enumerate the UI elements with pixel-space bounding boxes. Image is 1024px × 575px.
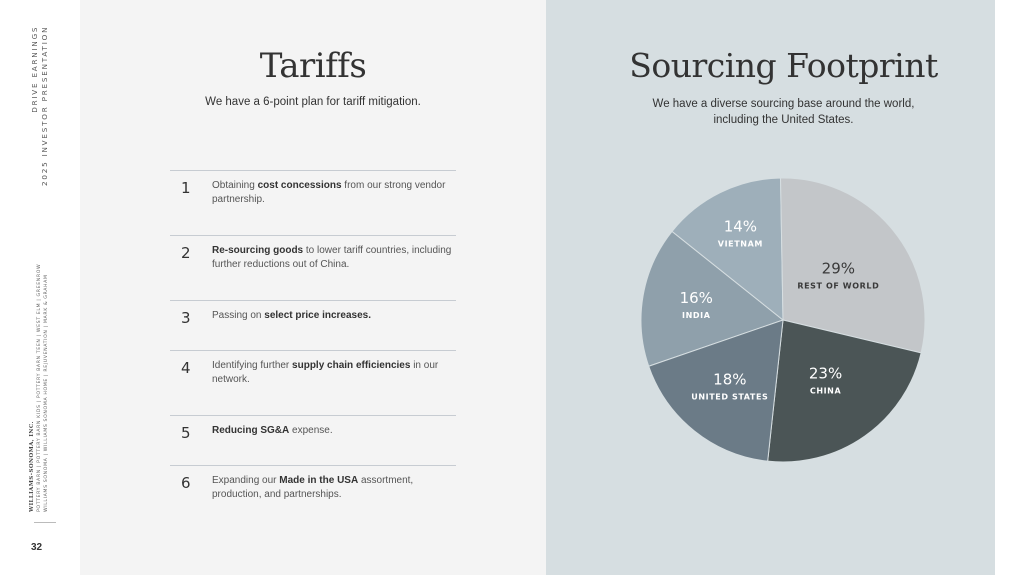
sourcing-panel xyxy=(546,0,995,575)
plan-item-text-bold: Re-sourcing goods xyxy=(212,245,304,256)
plan-item-text xyxy=(212,359,452,387)
company-name: WILLIAMS-SONOMA, INC. xyxy=(29,421,35,512)
plan-item-text xyxy=(212,474,452,502)
pie-category-label: REST OF WORLD xyxy=(797,281,880,291)
plan-item-number: 1 xyxy=(181,179,191,197)
plan-item-text-bold: supply chain efficiencies xyxy=(292,360,411,371)
pie-value-label: 16% xyxy=(679,289,713,308)
plan-item-number: 6 xyxy=(181,474,191,492)
plan-item xyxy=(170,465,456,500)
brand-list-line: WILLIAMS SONOMA | WILLIAMS SONOMA HOME | REJUVENATION | MARK & GRAHAM xyxy=(44,274,49,512)
side-rail xyxy=(0,0,80,575)
plan-item-text xyxy=(212,179,452,207)
plan-item-number: 4 xyxy=(181,359,191,377)
plan-item xyxy=(170,350,456,385)
presentation-title xyxy=(30,26,50,186)
sourcing-subtitle-line: We have a diverse sourcing base around the world, xyxy=(652,98,915,110)
tariffs-title: Tariffs xyxy=(259,46,367,86)
plan-item xyxy=(170,415,456,442)
plan-item xyxy=(170,235,456,270)
sourcing-subtitle-line: including the United States. xyxy=(713,114,854,126)
plan-item-text-post: to lower tariff countries, including further reductions out of China. xyxy=(212,245,452,270)
plan-item-text-bold: cost concessions xyxy=(257,180,342,191)
plan-item-text xyxy=(212,424,452,438)
presentation-title-text: 2025 INVESTOR PRESENTATION xyxy=(40,25,49,186)
plan-item-text-post: assortment, production, and partnerships. xyxy=(212,475,414,500)
tariffs-subtitle: We have a 6-point plan for tariff mitigation. xyxy=(205,96,421,108)
pie-value-label: 18% xyxy=(713,370,747,389)
pie-value-label: 14% xyxy=(723,217,758,236)
plan-item-text-pre: Obtaining xyxy=(212,180,258,191)
pie-value-label: 29% xyxy=(821,259,856,278)
pie-value-label: 23% xyxy=(808,364,843,383)
tariffs-panel xyxy=(80,0,546,575)
plan-item-text-pre: Passing on xyxy=(212,310,265,321)
plan-item-number: 2 xyxy=(181,244,191,262)
plan-item-text-pre: Expanding our xyxy=(212,475,280,486)
sourcing-title: Sourcing Footprint xyxy=(629,46,938,85)
sourcing-pie-chart xyxy=(546,0,995,575)
plan-item-number: 3 xyxy=(181,309,191,327)
plan-item-text-bold: select price increases. xyxy=(264,310,372,321)
pie-category-label: INDIA xyxy=(682,311,711,321)
presentation-subtitle-text: DRIVE EARNINGS xyxy=(30,25,39,113)
plan-item xyxy=(170,300,456,327)
brand-list xyxy=(36,264,50,512)
pie-category-label: VIETNAM xyxy=(717,239,763,249)
right-margin xyxy=(995,0,1024,575)
plan-item-text-post: expense. xyxy=(289,425,333,436)
plan-item-text xyxy=(212,309,452,323)
plan-item xyxy=(170,170,456,205)
rail-divider xyxy=(34,522,56,523)
plan-item-text xyxy=(212,244,452,272)
brand-list-line: POTTERY BARN | POTTERY BARN KIDS | POTTERY BARN TEEN | WEST ELM | GREENROW xyxy=(37,263,42,512)
plan-item-text-pre: Identifying further xyxy=(212,360,293,371)
pie-category-label: UNITED STATES xyxy=(691,392,769,402)
pie-category-label: CHINA xyxy=(809,386,842,396)
plan-item-number: 5 xyxy=(181,424,191,442)
plan-item-text-bold: Made in the USA xyxy=(279,475,359,486)
plan-item-text-post: from our strong vendor partnership. xyxy=(212,180,446,205)
plan-item-text-bold: Reducing SG&A xyxy=(212,425,290,436)
plan-item-text-post: in our network. xyxy=(212,360,439,385)
page-number: 32 xyxy=(31,542,43,553)
